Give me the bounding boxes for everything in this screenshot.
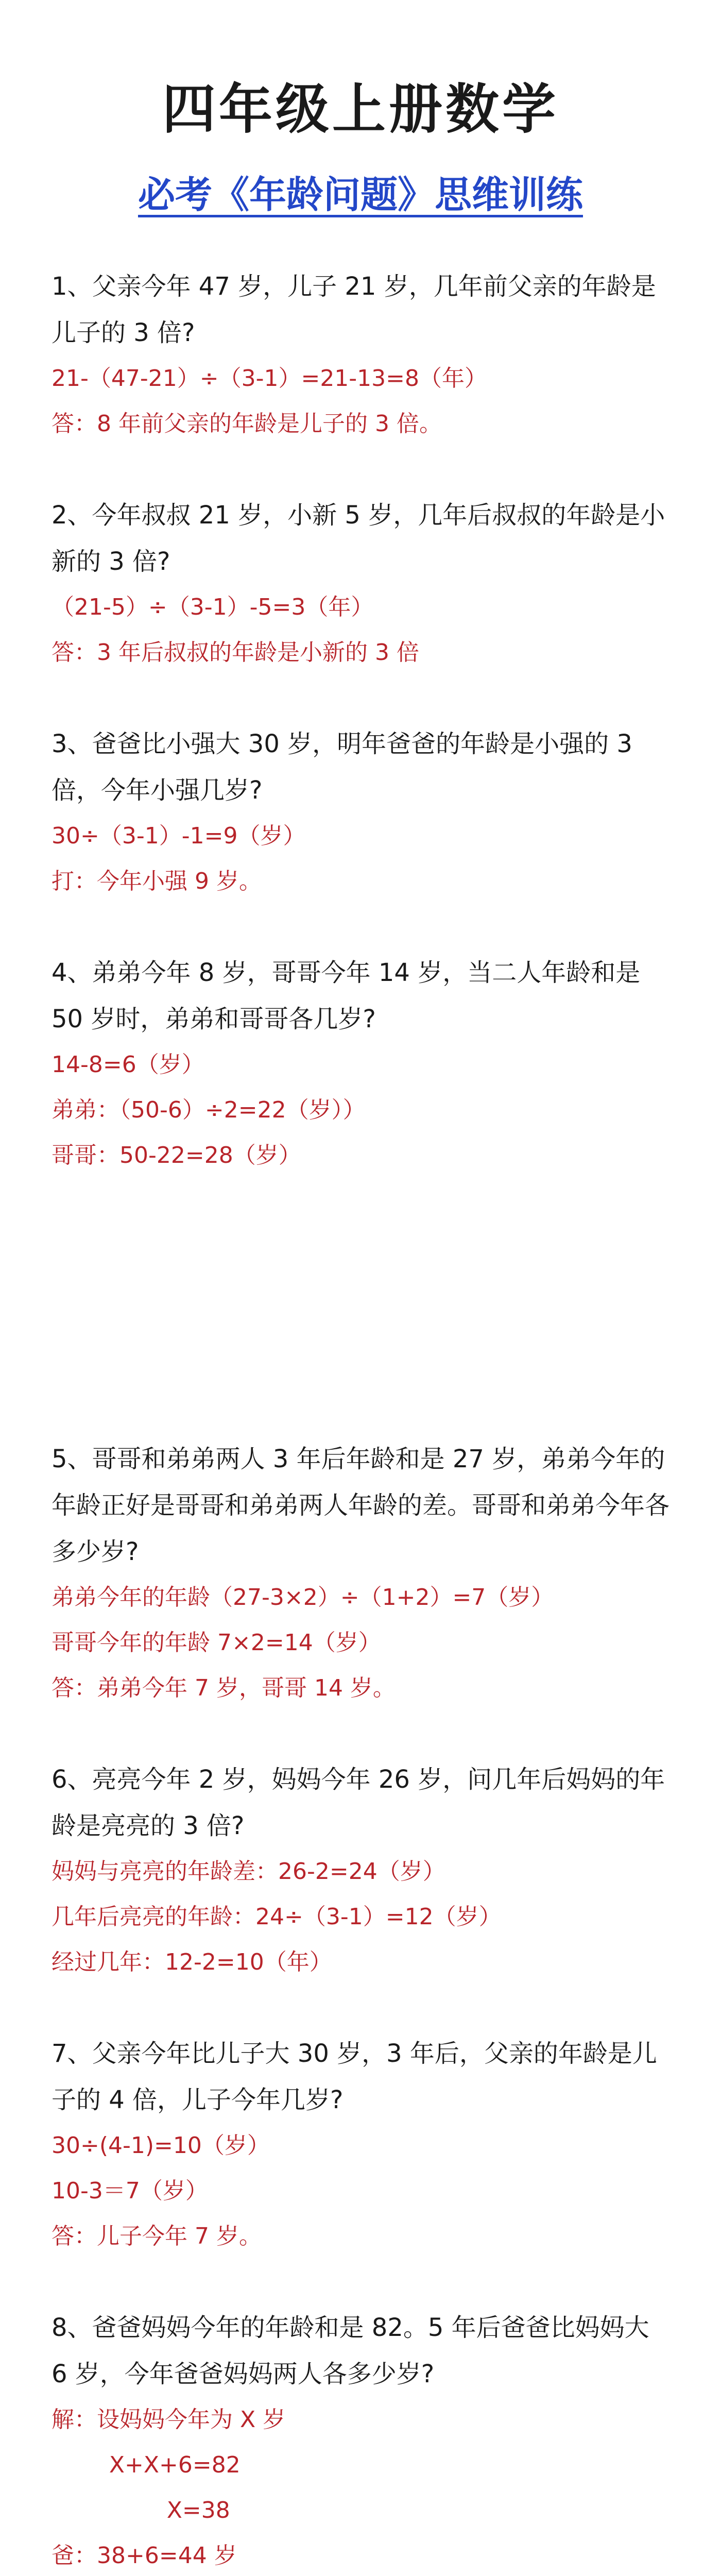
problem-answer-line: 答：3 年后叔叔的年龄是小新的 3 倍 [52,639,419,666]
problem-1 [52,263,670,447]
problem-answer-line: 10-3＝7（岁） [52,2178,208,2205]
problem-answer-line: 解：设妈妈今年为 X 岁 [52,2406,286,2433]
problem-answer-line: 妈妈与亮亮的年龄差：26-2=24（岁） [52,1858,445,1885]
problem-answer-line: 答：儿子今年 7 岁。 [52,2223,262,2250]
problem-3 [52,721,670,904]
problem-4 [52,950,670,1178]
problem-answer-line: 哥哥今年的年龄 7×2=14（岁） [52,1630,381,1656]
problem-answer-line: 几年后亮亮的年龄：24÷（3-1）=12（岁） [52,1904,502,1930]
problem-answer-line: 14-8=6（岁） [52,1052,204,1078]
problem-answer-line: X+X+6=82 [52,2452,241,2479]
problem-7 [52,2030,670,2259]
problem-answer-line: 爸：38+6=44 岁 [52,2543,237,2569]
problem-answer-line: 哥哥：50-22=28（岁） [52,1142,301,1169]
problem-answer-line: 21-（47-21）÷（3-1）=21-13=8（年） [52,365,488,392]
problem-question: 7、父亲今年比儿子大 30 岁，3 年后，父亲的年龄是儿子的 4 倍，儿子今年几岁? [52,2039,657,2115]
problem-question: 4、弟弟今年 8 岁，哥哥今年 14 岁，当二人年龄和是 50 岁时，弟弟和哥哥各几岁? [52,958,641,1034]
problem-answer-line: （21-5）÷（3-1）-5=3（年） [52,594,374,621]
problem-question: 6、亮亮今年 2 岁，妈妈今年 26 岁，问几年后妈妈的年龄是亮亮的 3 倍? [52,1765,665,1841]
problem-answer-line: 经过几年：12-2=10（年） [52,1949,332,1976]
problem-answer-line: 答：弟弟今年 7 岁，哥哥 14 岁。 [52,1675,396,1702]
problem-5 [52,1436,670,1711]
problem-answer-line: 答：8 年前父亲的年龄是儿子的 3 倍。 [52,411,442,437]
problem-answer-line: 30÷（3-1）-1=9（岁） [52,823,306,850]
problem-8 [52,2304,670,2576]
problem-answer-line: X=38 [52,2497,230,2524]
problem-answer-line: 弟弟：（50-6）÷2=22（岁）） [52,1097,366,1124]
problem-answer-line: 打：今年小强 9 岁。 [52,868,262,895]
problem-question: 8、爸爸妈妈今年的年龄和是 82。5 年后爸爸比妈妈大 6 岁，今年爸爸妈妈两人各多少岁? [52,2313,649,2389]
problem-question: 2、今年叔叔 21 岁，小新 5 岁，几年后叔叔的年龄是小新的 3 倍? [52,501,665,577]
problem-question: 3、爸爸比小强大 30 岁，明年爸爸的年龄是小强的 3 倍，今年小强几岁? [52,730,632,805]
problem-2 [52,492,670,675]
page-title: 四年级上册数学 [162,78,559,141]
page-subtitle: 必考《年龄问题》思维训练 [138,173,583,216]
problem-answer-line: 30÷(4-1)=10（岁） [52,2132,270,2159]
problem-question: 5、哥哥和弟弟两人 3 年后年龄和是 27 岁，弟弟今年的年龄正好是哥哥和弟弟两人年龄的差。哥哥和弟弟今年各多少岁? [52,1445,670,1567]
problem-answer-line: 弟弟今年的年龄（27-3×2）÷（1+2）=7（岁） [52,1584,554,1611]
problem-question: 1、父亲今年 47 岁，儿子 21 岁，几年前父亲的年龄是儿子的 3 倍? [52,272,656,348]
problem-6 [52,1756,670,1985]
